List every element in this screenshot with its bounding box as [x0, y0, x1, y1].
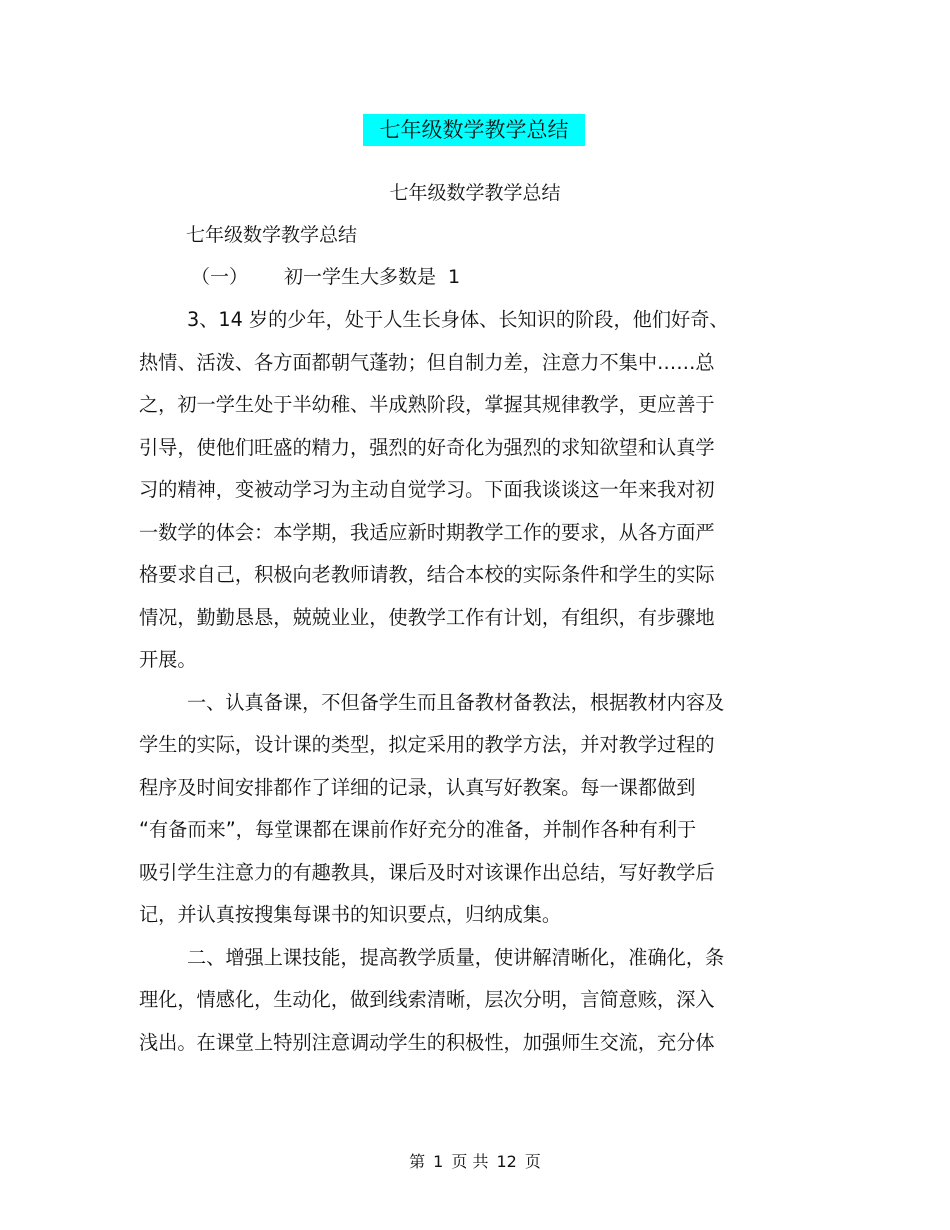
paragraph-line: “有备而来”，每堂课都在课前作好充分的准备，并制作各种有利于: [139, 818, 697, 841]
paragraph-line: 二、增强上课技能，提高教学质量，使讲解清晰化，准确化，条: [187, 945, 725, 969]
section-heading: [191, 262, 460, 292]
paragraph-line: 记，并认真按搜集每课书的知识要点，归纳成集。: [139, 903, 562, 926]
body-text: [139, 303, 759, 1068]
paragraph: [139, 303, 759, 686]
paragraph-line: 浅出。在课堂上特别注意调动学生的积极性，加强师生交流，充分体: [139, 1030, 715, 1054]
paragraph-line: 一数学的体会：本学期，我适应新时期教学工作的要求，从各方面严: [139, 520, 715, 544]
page-footer: [0, 1149, 950, 1175]
paragraph-line: 学生的实际，设计课的类型，拟定采用的教学方法，并对教学过程的: [139, 733, 715, 756]
footer-suffix: 页: [524, 1152, 541, 1171]
paragraph-line: 热情、活泼、各方面都朝气蓬勃；但自制力差，注意力不集中……总: [139, 350, 715, 374]
paragraph: [139, 686, 759, 941]
paragraph-line: 一、认真备课，不但备学生而且备教材备教法，根据教材内容及: [187, 690, 725, 714]
footer-total-pages: 12: [496, 1152, 517, 1171]
section-text: 初一学生大多数是: [284, 266, 437, 288]
paragraph-line: 情况，勤勤恳恳，兢兢业业，使教学工作有计划，有组织，有步骤地: [139, 605, 715, 629]
paragraph-line: 程序及时间安排都作了详细的记录，认真写好教案。每一课都做到: [139, 775, 696, 799]
paragraph-line: 之，初一学生处于半幼稚、半成熟阶段，掌握其规律教学，更应善于: [139, 393, 715, 416]
paragraph-line: 习的精神，变被动学习为主动自觉学习。下面我谈谈这一年来我对初: [139, 478, 715, 501]
footer-middle: 页 共: [451, 1152, 489, 1171]
section-label: （一）: [191, 266, 249, 288]
paragraph: [139, 941, 759, 1069]
paragraph-line: 开展。: [139, 648, 197, 671]
footer-prefix: 第: [409, 1152, 426, 1171]
section-number: 1: [448, 266, 461, 288]
footer-page-number: 1: [433, 1152, 444, 1171]
document-subtitle: 七年级数学教学总结: [389, 182, 561, 204]
paragraph-line: 吸引学生注意力的有趣教具，课后及时对该课作出总结，写好教学后: [139, 860, 715, 884]
paragraph-line: 理化，情感化，生动化，做到线索清晰，层次分明，言简意赅，深入: [139, 988, 715, 1011]
document-heading: 七年级数学教学总结: [186, 224, 358, 246]
paragraph-line: 格要求自己，积极向老教师请教，结合本校的实际条件和学生的实际: [139, 563, 715, 586]
paragraph-line: 3、14 岁的少年，处于人生长身体、长知识的阶段，他们好奇、: [187, 308, 729, 331]
document-title: 七年级数学教学总结: [363, 114, 585, 146]
paragraph-line: 引导，使他们旺盛的精力，强烈的好奇化为强烈的求知欲望和认真学: [139, 435, 715, 459]
